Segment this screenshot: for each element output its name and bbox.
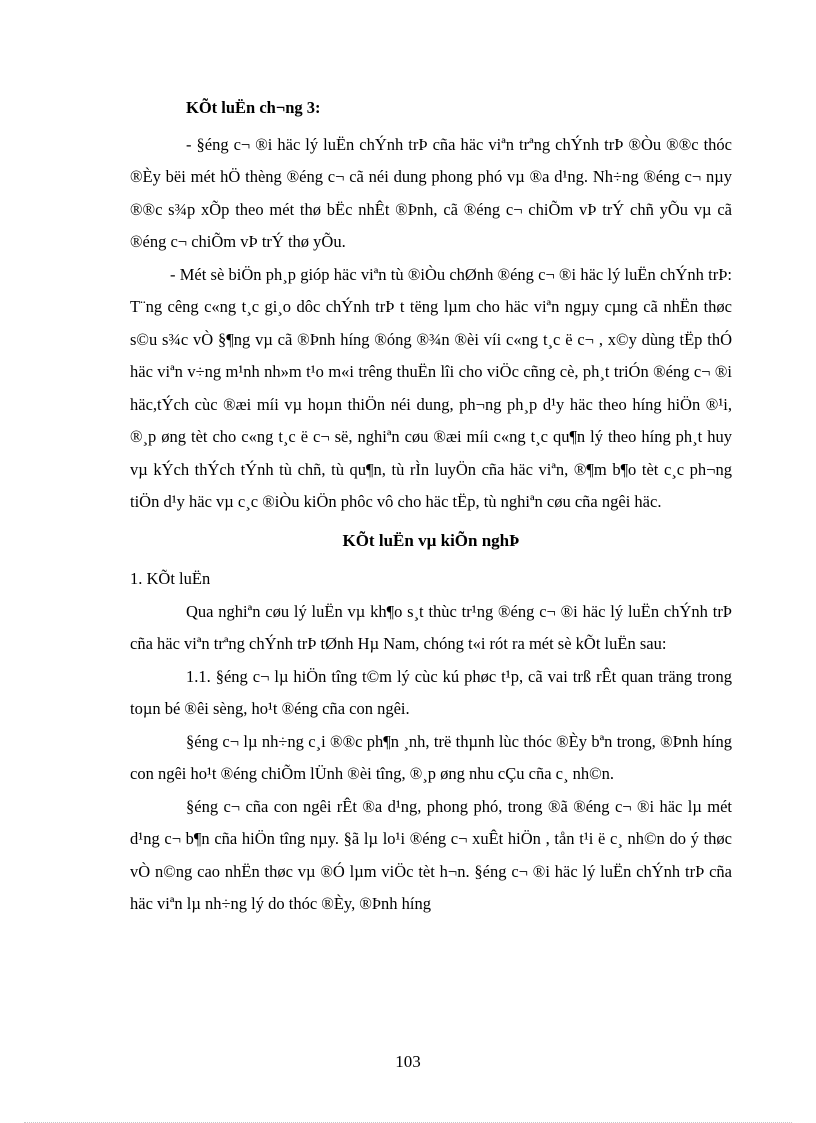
summary-paragraph-1: - §éng c¬ ®i häc lý luËn chÝnh trÞ cña häc viªn trªng chÝnh trÞ ®Òu ®®c thóc ®Èy bëi mét hÖ thèng ®éng c¬ cã néi dung phong phó vµ ®a d¹ng. Nh÷ng ®éng c¬ nµy ®®c s¾p xÕp theo mét thø bËc nhÊt ®Þnh, cã ®éng c¬ chiÕm vÞ trÝ chñ yÕu vµ cã ®éng c¬ chiÕm vÞ trÝ thø yÕu. — [130, 134, 732, 251]
section-heading: KÕt luËn ch¬ng 3: — [186, 98, 321, 117]
subheading-conclusion: 1. KÕt luËn — [130, 569, 211, 588]
summary-paragraph-2: - Mét sè biÖn ph¸p gióp häc viªn tù ®iÒu chØnh ®éng c¬ ®i häc lý luËn chÝnh trÞ: T¨ng cêng c«ng t¸c gi¸o dôc chÝnh trÞ t tëng lµm cho häc viªn ngµy cµng cã nhËn thøc s©u s¾c vÒ §¶ng vµ cã ®Þnh híng ®óng ®¾n ®èi víi c«ng t¸c ë c¬ , x©y dùng tËp thÓ häc viªn v÷ng m¹nh nh»m t¹o m«i trêng thuËn lîi cho viÖc cñng cè, ph¸t triÓn ®éng c¬ ®i häc,tÝch cùc ®æi míi vµ hoµn thiÖn néi dung, ph¬ng ph¸p d¹y häc theo híng hiÖn ®¹i, ®¸p øng tèt cho c«ng t¸c ë c¬ së, nghiªn cøu ®æi míi c«ng t¸c qu¶n lý theo híng ph¸t huy vµ kÝch thÝch tÝnh tù chñ, tù qu¶n, tù rÌn luyÖn cña häc viªn, ®¶m b¶o tèt c¸c ph¬ng tiÖn d¹y häc vµ c¸c ®iÒu kiÖn phôc vô cho häc tËp, tù nghiªn cøu cña ngêi häc. — [130, 264, 732, 511]
page-number: 103 — [395, 1052, 421, 1071]
conclusion-paragraph-2: 1.1. §éng c¬ lµ hiÖn tîng t©m lý cùc kú phøc t¹p, cã vai trß rÊt quan träng trong toµn bé ®êi sèng, ho¹t ®éng cña con ngêi. — [130, 666, 732, 718]
main-heading: KÕt luËn vµ kiÕn nghÞ — [342, 530, 520, 550]
page-body — [130, 92, 732, 921]
conclusion-paragraph-1: Qua nghiªn cøu lý luËn vµ kh¶o s¸t thùc tr¹ng ®éng c¬ ®i häc lý luËn chÝnh trÞ cña häc viªn trªng chÝnh trÞ tØnh Hµ Nam, chóng t«i rót ra mét sè kÕt luËn sau: — [130, 601, 732, 653]
conclusion-paragraph-4: §éng c¬ cña con ngêi rÊt ®a d¹ng, phong phó, trong ®ã ®éng c¬ ®i häc lµ mét d¹ng c¬ b¶n cña hiÖn tîng nµy. §ã lµ lo¹i ®éng c¬ xuÊt hiÖn , tån t¹i ë c¸ nh©n do ý thøc vÒ n©ng cao nhËn thøc vµ ®Ó lµm viÖc tèt h¬n. §éng c¬ ®i häc lý luËn chÝnh trÞ cña häc viªn lµ nh÷ng lý do thóc ®Èy, ®Þnh híng — [130, 796, 732, 913]
conclusion-paragraph-3: §éng c¬ lµ nh÷ng c¸i ®®c ph¶n ¸nh, trë thµnh lùc thóc ®Èy bªn trong, ®Þnh híng con ngêi ho¹t ®éng chiÕm lÜnh ®èi tîng, ®¸p øng nhu cÇu cña c¸ nh©n. — [130, 731, 732, 783]
